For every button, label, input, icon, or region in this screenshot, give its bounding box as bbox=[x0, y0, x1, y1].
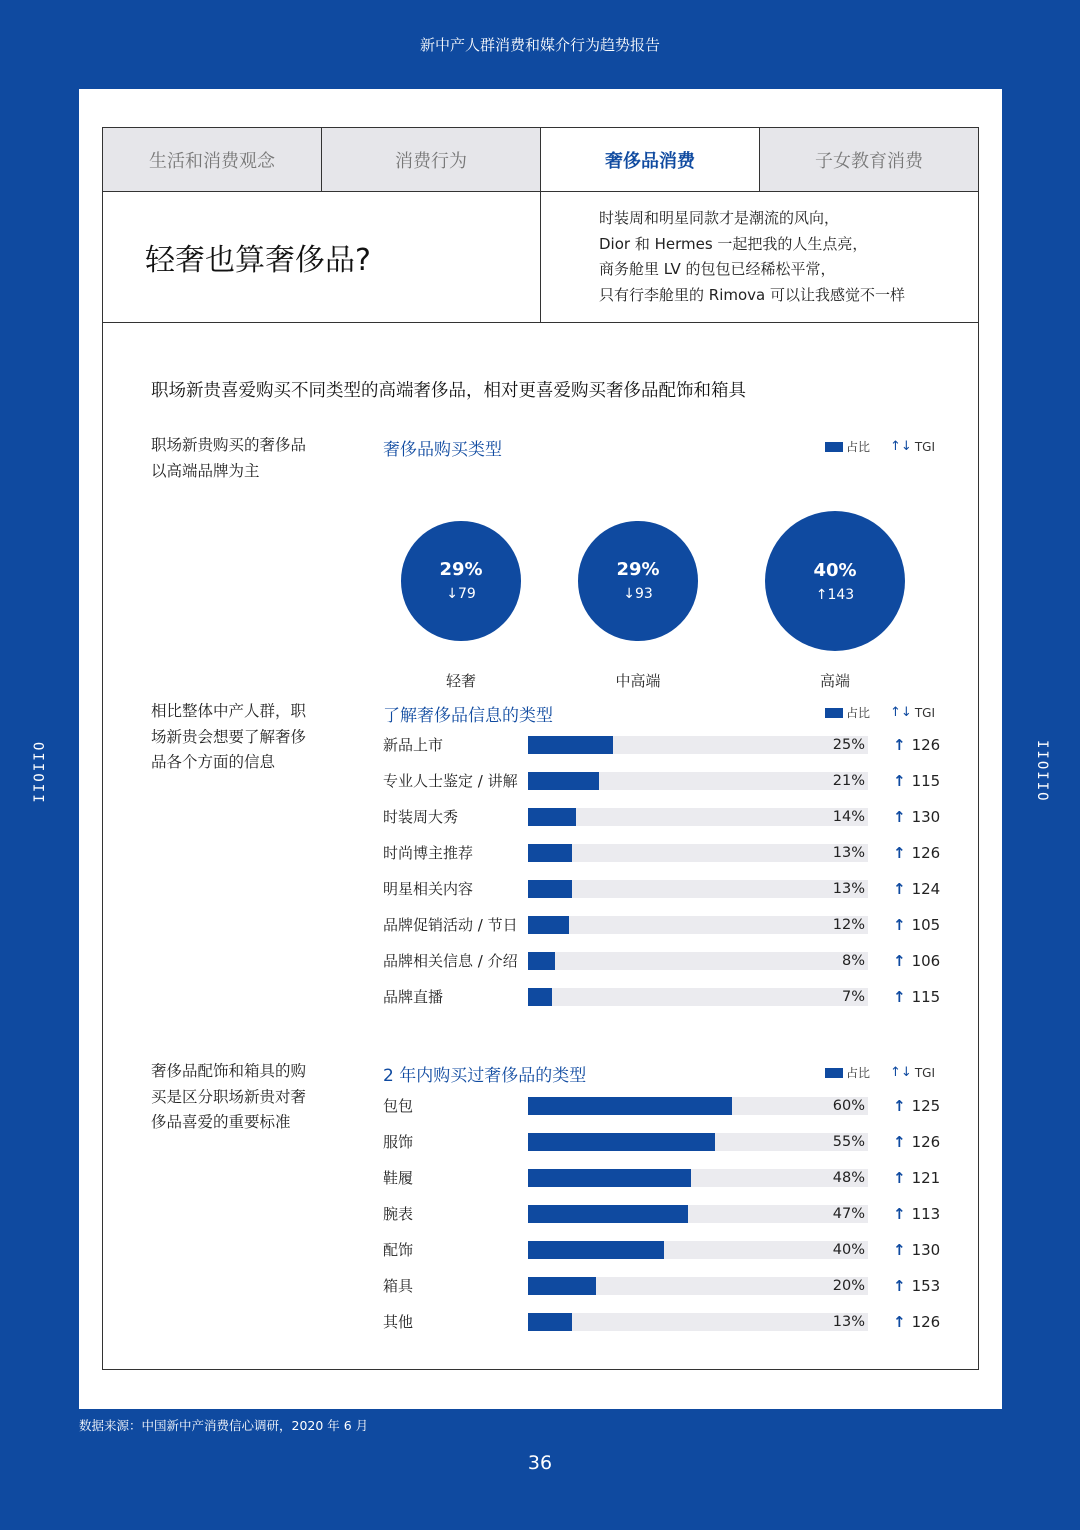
arrow-up-icon: ↑ bbox=[893, 880, 906, 898]
legend-tgi-label: TGI bbox=[914, 439, 935, 454]
bar-row bbox=[103, 879, 980, 899]
tab-lifestyle[interactable]: 生活和消费观念 bbox=[103, 128, 322, 191]
bar bbox=[528, 808, 576, 826]
bar-row bbox=[103, 1132, 980, 1152]
bar-tgi-label bbox=[893, 1168, 940, 1188]
bubble-tgi: ↓93 bbox=[623, 586, 653, 603]
bubble-value: 40% bbox=[813, 559, 857, 581]
tgi-value: 126 bbox=[911, 1133, 941, 1151]
bar-tgi-label bbox=[893, 843, 940, 863]
tgi-value: 115 bbox=[911, 772, 941, 790]
page-headline: 职场新贵喜爱购买不同类型的高端奢侈品，相对更喜爱购买奢侈品配饰和箱具 bbox=[151, 381, 746, 401]
chart-legend bbox=[825, 1064, 935, 1081]
page-number: 36 bbox=[527, 1452, 553, 1474]
tgi-value: 124 bbox=[911, 880, 941, 898]
section-note: 奢侈品配饰和箱具的购买是区分职场新贵对奢侈品喜爱的重要标准 bbox=[151, 1062, 307, 1131]
quote-line: 时装周和明星同款才是潮流的风向， bbox=[599, 209, 840, 227]
bar-tgi-label bbox=[893, 1240, 940, 1260]
hero bbox=[103, 192, 978, 323]
bar-row bbox=[103, 987, 980, 1007]
bar-row bbox=[103, 843, 980, 863]
tgi-value: 121 bbox=[911, 1169, 941, 1187]
bar-category-label: 新品上市 bbox=[383, 736, 444, 754]
chart-legend bbox=[825, 704, 935, 721]
tgi-value: 125 bbox=[911, 1097, 941, 1115]
bar-value-label: 21% bbox=[832, 773, 865, 789]
arrow-up-icon: ↑ bbox=[893, 808, 906, 826]
bar bbox=[528, 1097, 732, 1115]
legend-tgi-arrows: ↑↓ bbox=[890, 439, 912, 454]
bubble-category-label: 高端 bbox=[819, 672, 850, 690]
bar-value-label: 25% bbox=[832, 737, 865, 753]
arrow-up-icon: ↑ bbox=[893, 1097, 906, 1115]
bar-category-label: 箱具 bbox=[383, 1277, 414, 1295]
bubble-0 bbox=[401, 521, 520, 640]
arrow-up-icon: ↑ bbox=[893, 952, 906, 970]
bar-row bbox=[103, 1168, 980, 1188]
bar-value-label: 40% bbox=[832, 1242, 865, 1258]
arrow-up-icon: ↑ bbox=[893, 736, 906, 754]
legend-share-label: 占比 bbox=[846, 706, 871, 720]
bar-tgi-label bbox=[893, 735, 940, 755]
tab-consumption-behavior[interactable]: 消费行为 bbox=[322, 128, 541, 191]
bar-category-label: 腕表 bbox=[383, 1205, 414, 1223]
bubble-chart bbox=[103, 433, 980, 690]
data-source: 数据来源：中国新中产消费信心调研，2020 年 6 月 bbox=[79, 1418, 369, 1433]
legend-tgi-label: TGI bbox=[914, 705, 935, 720]
bar-value-label: 60% bbox=[832, 1098, 865, 1114]
legend-share-label: 占比 bbox=[846, 440, 871, 454]
chart-title: 2 年内购买过奢侈品的类型 bbox=[383, 1066, 587, 1086]
bar-category-label: 时尚博主推荐 bbox=[383, 844, 474, 862]
hero-quote bbox=[541, 192, 978, 322]
bar bbox=[528, 1169, 691, 1187]
bar bbox=[528, 1133, 715, 1151]
bubble-value: 29% bbox=[439, 559, 483, 581]
tab-luxury[interactable]: 奢侈品消费 bbox=[541, 128, 760, 191]
bar-tgi-label bbox=[893, 807, 940, 827]
bar-category-label: 其他 bbox=[383, 1313, 414, 1331]
bar-row bbox=[103, 1096, 980, 1116]
bar-row bbox=[103, 807, 980, 827]
bar-tgi-label bbox=[893, 915, 940, 935]
bar bbox=[528, 1277, 596, 1295]
arrow-up-icon: ↑ bbox=[893, 916, 906, 934]
legend-tgi-label: TGI bbox=[914, 1065, 935, 1080]
bar-row bbox=[103, 1204, 980, 1224]
bar-value-label: 48% bbox=[832, 1170, 865, 1186]
tgi-value: 126 bbox=[911, 736, 941, 754]
bar-row bbox=[103, 1240, 980, 1260]
bar-row bbox=[103, 951, 980, 971]
bar bbox=[528, 880, 572, 898]
arrow-up-icon: ↑ bbox=[893, 772, 906, 790]
bar-value-label: 12% bbox=[832, 917, 865, 933]
content-card bbox=[79, 89, 1002, 1409]
bar-row bbox=[103, 771, 980, 791]
bar-tgi-label bbox=[893, 1276, 940, 1296]
bar-category-label: 鞋履 bbox=[383, 1169, 414, 1187]
arrow-up-icon: ↑ bbox=[893, 1313, 906, 1331]
bar-tgi-label bbox=[893, 987, 940, 1007]
arrow-up-icon: ↑ bbox=[893, 1277, 906, 1295]
quote-line: Dior 和 Hermes 一起把我的人生点亮， bbox=[599, 234, 868, 253]
arrow-up-icon: ↑ bbox=[893, 988, 906, 1006]
bar-value-label: 13% bbox=[832, 845, 865, 861]
side-decoration-right: IIOIIO bbox=[1034, 740, 1050, 803]
bubble-value: 29% bbox=[616, 559, 660, 581]
bar-category-label: 包包 bbox=[383, 1097, 414, 1115]
tgi-value: 106 bbox=[911, 952, 941, 970]
tgi-value: 115 bbox=[911, 988, 941, 1006]
legend-share-label: 占比 bbox=[846, 1066, 871, 1080]
bar-tgi-label bbox=[893, 951, 940, 971]
bar bbox=[528, 736, 613, 754]
bar-value-label: 20% bbox=[832, 1278, 865, 1294]
arrow-up-icon: ↑ bbox=[893, 844, 906, 862]
section-tabs bbox=[103, 128, 978, 192]
bar-tgi-label bbox=[893, 1132, 940, 1152]
bar-value-label: 13% bbox=[832, 881, 865, 897]
bar-category-label: 品牌相关信息 / 介绍 bbox=[383, 952, 518, 970]
bubble-1 bbox=[578, 521, 697, 640]
tgi-value: 153 bbox=[911, 1277, 941, 1295]
bar bbox=[528, 988, 552, 1006]
quote-line: 只有行李舱里的 Rimova 可以让我感觉不一样 bbox=[599, 285, 905, 304]
bar-row bbox=[103, 1276, 980, 1296]
arrow-up-icon: ↑ bbox=[893, 1169, 906, 1187]
tgi-value: 130 bbox=[911, 1241, 941, 1259]
legend-swatch bbox=[825, 1068, 843, 1078]
legend-tgi-arrows: ↑↓ bbox=[890, 1065, 912, 1080]
bar-tgi-label bbox=[893, 1312, 940, 1332]
bar-value-label: 47% bbox=[832, 1206, 865, 1222]
bar-value-label: 55% bbox=[832, 1134, 865, 1150]
tgi-value: 113 bbox=[911, 1205, 941, 1223]
bubble-2 bbox=[765, 511, 905, 651]
arrow-up-icon: ↑ bbox=[893, 1205, 906, 1223]
tgi-value: 130 bbox=[911, 808, 941, 826]
bar-row bbox=[103, 915, 980, 935]
bar-tgi-label bbox=[893, 879, 940, 899]
arrow-up-icon: ↑ bbox=[893, 1133, 906, 1151]
tgi-value: 126 bbox=[911, 1313, 941, 1331]
bar bbox=[528, 952, 555, 970]
side-decoration-left: IIOIIO bbox=[32, 740, 48, 803]
chart-title: 奢侈品购买类型 bbox=[383, 440, 502, 460]
legend-swatch bbox=[825, 708, 843, 718]
legend-tgi-arrows: ↑↓ bbox=[890, 705, 912, 720]
bubble-tgi: ↑143 bbox=[815, 586, 855, 603]
bubble-tgi: ↓79 bbox=[446, 586, 476, 603]
arrow-up-icon: ↑ bbox=[893, 1241, 906, 1259]
tgi-value: 126 bbox=[911, 844, 941, 862]
bar bbox=[528, 1241, 664, 1259]
bar-tgi-label bbox=[893, 1204, 940, 1224]
bar bbox=[528, 772, 599, 790]
tab-education[interactable]: 子女教育消费 bbox=[760, 128, 978, 191]
bar-value-label: 8% bbox=[841, 953, 865, 969]
tgi-value: 105 bbox=[911, 916, 941, 934]
bar bbox=[528, 916, 569, 934]
bar-category-label: 服饰 bbox=[383, 1133, 414, 1151]
content-frame bbox=[102, 127, 979, 1370]
bar-value-label: 13% bbox=[832, 1314, 865, 1330]
bar-value-label: 14% bbox=[832, 809, 865, 825]
bar-category-label: 配饰 bbox=[383, 1241, 414, 1259]
bar-category-label: 时装周大秀 bbox=[383, 808, 459, 826]
bar bbox=[528, 1205, 688, 1223]
bar bbox=[528, 844, 572, 862]
bubble-category-label: 轻奢 bbox=[445, 672, 476, 690]
bar-category-label: 品牌直播 bbox=[383, 988, 444, 1006]
bar bbox=[528, 1313, 572, 1331]
section-note: 职场新贵购买的奢侈品以高端品牌为主 bbox=[151, 436, 307, 480]
bar-row bbox=[103, 1312, 980, 1332]
chart-title: 了解奢侈品信息的类型 bbox=[383, 706, 553, 726]
report-title: 新中产人群消费和媒介行为趋势报告 bbox=[419, 36, 660, 54]
bar-category-label: 明星相关内容 bbox=[383, 880, 474, 898]
bar-category-label: 专业人士鉴定 / 讲解 bbox=[383, 772, 518, 790]
bar-value-label: 7% bbox=[841, 989, 865, 1005]
bar-category-label: 品牌促销活动 / 节日 bbox=[383, 916, 518, 934]
hero-title: 轻奢也算奢侈品? bbox=[103, 192, 541, 322]
bar-row bbox=[103, 735, 980, 755]
bar-tgi-label bbox=[893, 771, 940, 791]
section-note: 相比整体中产人群，职场新贵会想要了解奢侈品各个方面的信息 bbox=[151, 702, 307, 771]
bubble-category-label: 中高端 bbox=[615, 672, 661, 690]
quote-line: 商务舱里 LV 的包包已经稀松平常， bbox=[599, 260, 836, 278]
bar-tgi-label bbox=[893, 1096, 940, 1116]
